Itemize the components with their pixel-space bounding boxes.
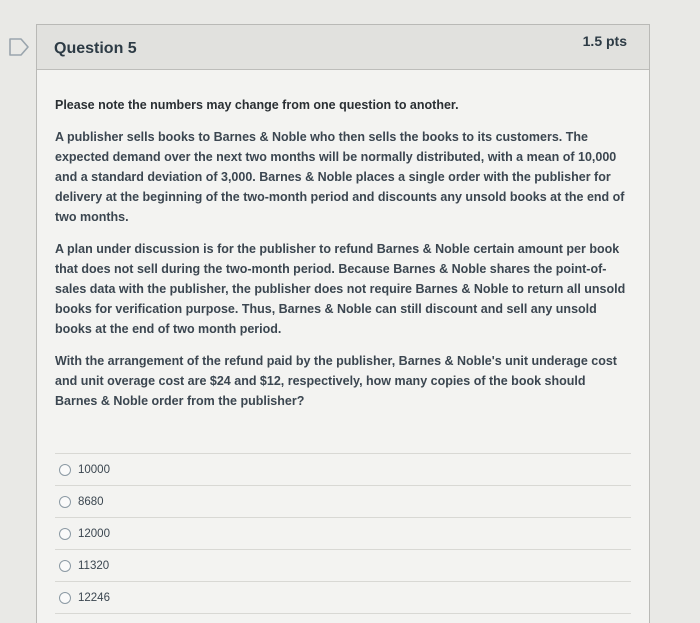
answer-option-2[interactable]: [55, 486, 631, 518]
flag-icon[interactable]: [8, 37, 30, 57]
radio-button[interactable]: [59, 528, 71, 540]
question-body: [37, 70, 649, 614]
question-paragraph-3: With the arrangement of the refund paid by the publisher, Barnes & Noble's unit underage cost and unit overage cost are $24 and $12, respectively, how many copies of the book should Barnes & Noble order from the publisher?: [55, 354, 617, 408]
question-points: 1.5 pts: [582, 33, 627, 49]
radio-button[interactable]: [59, 464, 71, 476]
question-note: Please note the numbers may change from one question to another.: [55, 98, 459, 112]
answer-label: 8680: [78, 495, 104, 508]
radio-button[interactable]: [59, 592, 71, 604]
question-paragraph-2: A plan under discussion is for the publisher to refund Barnes & Noble certain amount per book that does not sell during the two-month period. Because Barnes & Noble shares the point-of-sales data with the publisher, the publisher does not require Barnes & Noble to return all unsold books for verification purpose. Thus, Barnes & Noble can still discount and sell any unsold books at the end of two month period.: [55, 242, 626, 336]
question-title: Question 5: [54, 40, 137, 57]
answer-option-5[interactable]: [55, 582, 631, 614]
answer-label: 11320: [78, 559, 110, 572]
answer-label: 10000: [78, 463, 110, 476]
answer-option-4[interactable]: [55, 550, 631, 582]
answer-label: 12246: [78, 591, 110, 604]
answer-option-3[interactable]: [55, 518, 631, 550]
question-paragraph-1: A publisher sells books to Barnes & Noble who then sells the books to its customers. The expected demand over the next two months will be normally distributed, with a mean of 10,000 and a standard deviation of 3,000. Barnes & Noble places a single order with the publisher for delivery at the beginning of the two-month period and discounts any unsold books at the end of two months.: [55, 130, 625, 224]
answer-option-1[interactable]: [55, 454, 631, 486]
radio-button[interactable]: [59, 496, 71, 508]
radio-button[interactable]: [59, 560, 71, 572]
answer-list: [55, 453, 631, 614]
question-card: [36, 24, 650, 623]
question-header: [37, 25, 649, 70]
answer-label: 12000: [78, 527, 110, 540]
